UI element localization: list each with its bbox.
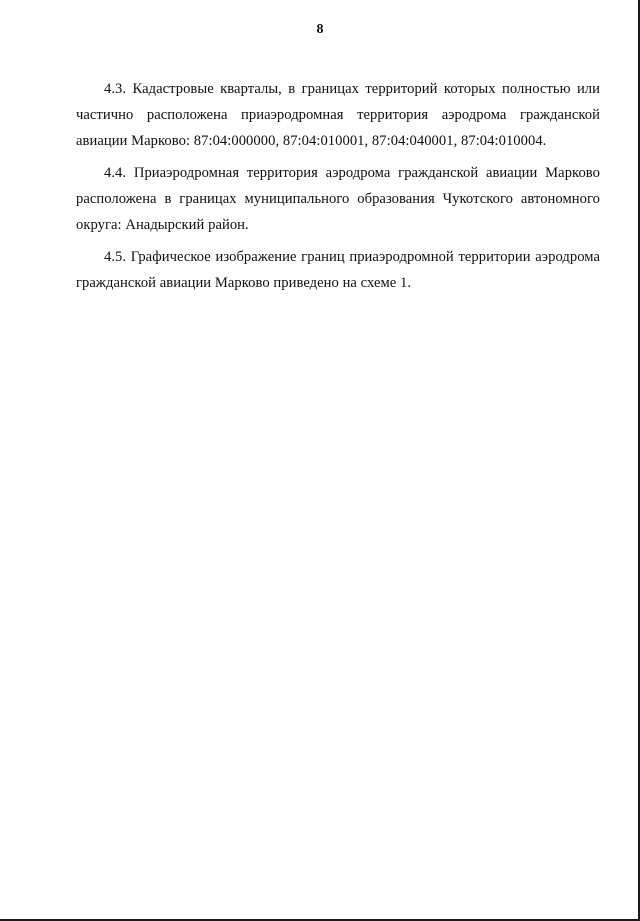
paragraph-4-4: 4.4. Приаэродромная территория аэродрома гражданской авиации Марково расположена в границах муниципального образования Чукотского автономного округа: Анадырский район. [76,165,600,233]
paragraph-4-3: 4.3. Кадастровые кварталы, в границах территорий которых полностью или частично расположена приаэродромная территория аэродрома гражданской авиации Марково: 87:04:000000, 87:04:010001, 87:04:040001, 87:04:010004. [76,81,600,149]
paragraph-4-5: 4.5. Графическое изображение границ приаэродромной территории аэродрома гражданской авиации Марково приведено на схеме 1. [76,249,600,291]
page-number: 8 [316,22,324,37]
document-body [76,76,600,302]
